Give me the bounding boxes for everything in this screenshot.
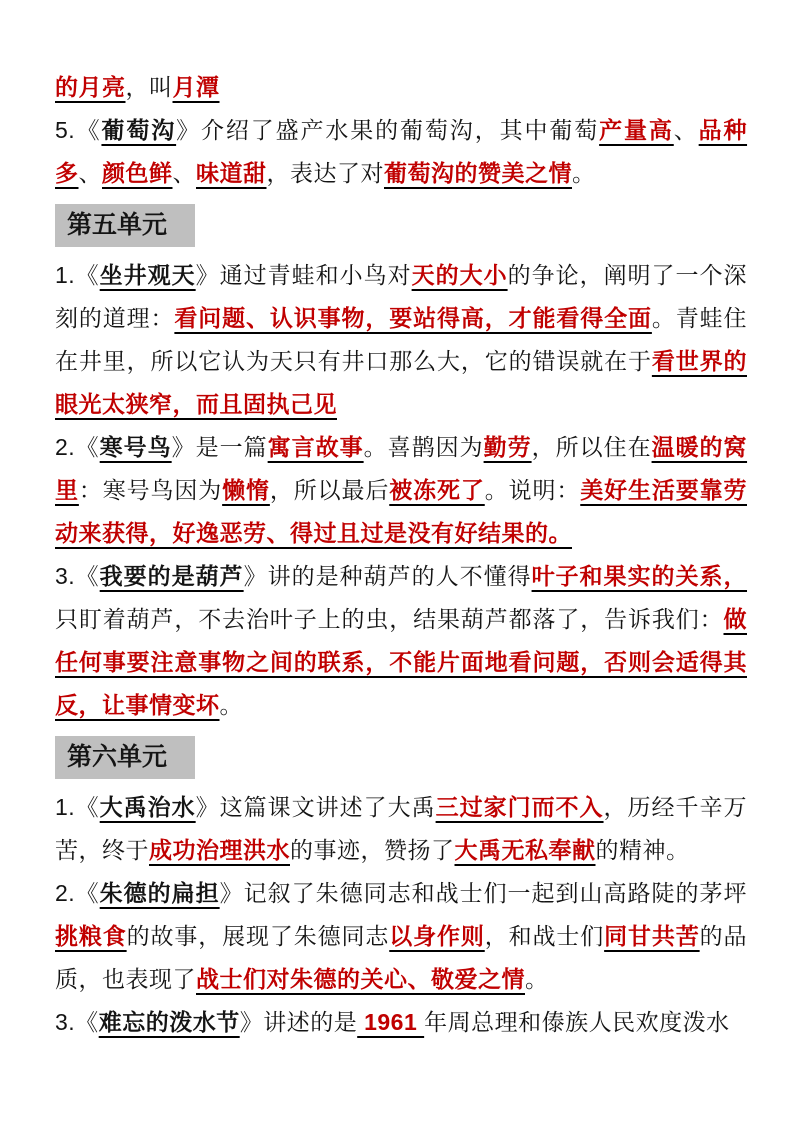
- text-run: 》讲述的是: [239, 1009, 358, 1035]
- highlight-run: 同甘共苦: [604, 923, 700, 949]
- highlight-run: 品种多: [55, 117, 748, 186]
- lesson-title-run: 坐井观天: [99, 262, 196, 288]
- highlight-run: 葡萄沟的赞美之情: [384, 160, 572, 186]
- text-run: 的品质，也表现了: [55, 923, 747, 992]
- text-run: 》这篇课文讲述了大禹: [195, 794, 436, 820]
- highlight-run: 看问题、认识事物，要站得高，才能看得全面: [174, 305, 652, 331]
- highlight-run: 颜色鲜: [102, 160, 173, 186]
- section-header: 第五单元: [55, 204, 195, 247]
- text-run: 、: [172, 160, 196, 186]
- text-run: 只盯着葫芦，不去治叶子上的虫，结果葫芦都落了，告诉我们：: [55, 606, 724, 632]
- paragraph: [55, 786, 747, 872]
- highlight-run: 成功治理洪水: [149, 837, 290, 863]
- text-run: ，所以住在: [531, 434, 652, 460]
- text-run: 、: [673, 117, 699, 143]
- text-run: 1.《: [55, 794, 100, 820]
- text-run: 2.《: [55, 880, 100, 906]
- highlight-run: 天的大小: [411, 262, 508, 288]
- text-run: 。: [525, 966, 549, 992]
- text-run: 的精神。: [595, 837, 690, 863]
- text-run: 1.《: [55, 262, 100, 288]
- text-run: 》记叙了朱德同志和战士们一起到山高路陡的茅坪: [219, 880, 747, 906]
- text-run: 的争论，阐明了一个深刻的道理：: [55, 262, 748, 331]
- highlight-run: 1961: [357, 1009, 425, 1035]
- highlight-run: 做任何事要注意事物之间的联系，不能片面地看问题，否则会适得其反，让事情变坏: [55, 606, 747, 718]
- text-run: ，历经千辛万苦，终于: [55, 794, 748, 863]
- text-run: ，和战士们: [484, 923, 605, 949]
- lesson-title-run: 葡萄沟: [101, 117, 177, 143]
- text-run: 5.《: [55, 117, 102, 143]
- highlight-run: 挑粮食: [55, 923, 127, 949]
- paragraph: [55, 254, 747, 426]
- text-run: 。喜鹊因为: [363, 434, 484, 460]
- text-run: 。说明：: [484, 477, 581, 503]
- highlight-run: 月潭: [172, 74, 220, 100]
- highlight-run: 懒惰: [222, 477, 270, 503]
- highlight-run: 产量高: [599, 117, 674, 143]
- text-run: 年周总理和傣族人民欢度泼水: [424, 1009, 730, 1035]
- highlight-run: 勤劳: [483, 434, 532, 460]
- lesson-title-run: 朱德的扁担: [99, 880, 220, 906]
- text-run: 3.《: [55, 1009, 99, 1035]
- highlight-run: 以身作则: [389, 923, 485, 949]
- text-run: 的事迹，赞扬了: [290, 837, 455, 863]
- highlight-run: 战士们对朱德的关心、敬爱之情: [196, 966, 525, 992]
- paragraph: [55, 66, 747, 109]
- document-body: [55, 66, 747, 1044]
- text-run: 。: [219, 692, 243, 718]
- highlight-run: 叶子和果实的关系，: [531, 563, 748, 589]
- text-run: ，表达了对: [266, 160, 384, 186]
- text-run: 的故事，展现了朱德同志: [126, 923, 390, 949]
- section-header: 第六单元: [55, 736, 195, 779]
- text-run: 3.《: [55, 563, 100, 589]
- paragraph: [55, 872, 747, 1001]
- paragraph: [55, 109, 747, 195]
- lesson-title-run: 大禹治水: [99, 794, 196, 820]
- highlight-run: 味道甜: [196, 160, 267, 186]
- highlight-run: 美好生活要靠劳动来获得，好逸恶劳、得过且过是没有好结果的: [55, 477, 747, 546]
- highlight-run: 三过家门而不入: [435, 794, 604, 820]
- text-run: 》通过青蛙和小鸟对: [195, 262, 412, 288]
- highlight-run: 寓言故事: [267, 434, 364, 460]
- text-run: ，所以最后: [269, 477, 390, 503]
- highlight-run: 被冻死了: [389, 477, 485, 503]
- text-run: 》讲的是种葫芦的人不懂得: [243, 563, 532, 589]
- lesson-title-run: 我要的是葫芦: [99, 563, 244, 589]
- text-run: ：寒号鸟因为: [78, 477, 223, 503]
- lesson-title-run: 难忘的泼水节: [98, 1009, 240, 1035]
- text-run: 2.《: [55, 434, 100, 460]
- highlight-run: 的月亮: [55, 74, 126, 100]
- text-run: ，叫: [125, 74, 173, 100]
- text-run: 》是一篇: [171, 434, 268, 460]
- paragraph: [55, 426, 747, 555]
- highlight-run: 大禹无私奉献: [454, 837, 596, 863]
- paragraph: [55, 555, 747, 727]
- highlight-run: 温暖的窝里: [55, 434, 748, 503]
- text-run: 。: [572, 160, 596, 186]
- highlight-run: 看世界的眼光太狭窄，而且固执己见: [55, 348, 747, 417]
- highlight-run: 。: [548, 520, 572, 546]
- text-run: 》介绍了盛产水果的葡萄沟，其中葡萄: [176, 117, 600, 143]
- text-run: 、: [78, 160, 102, 186]
- lesson-title-run: 寒号鸟: [99, 434, 172, 460]
- paragraph: [55, 1001, 747, 1044]
- text-run: 。青蛙住在井里，所以它认为天只有井口那么大，它的错误就在于: [55, 305, 747, 374]
